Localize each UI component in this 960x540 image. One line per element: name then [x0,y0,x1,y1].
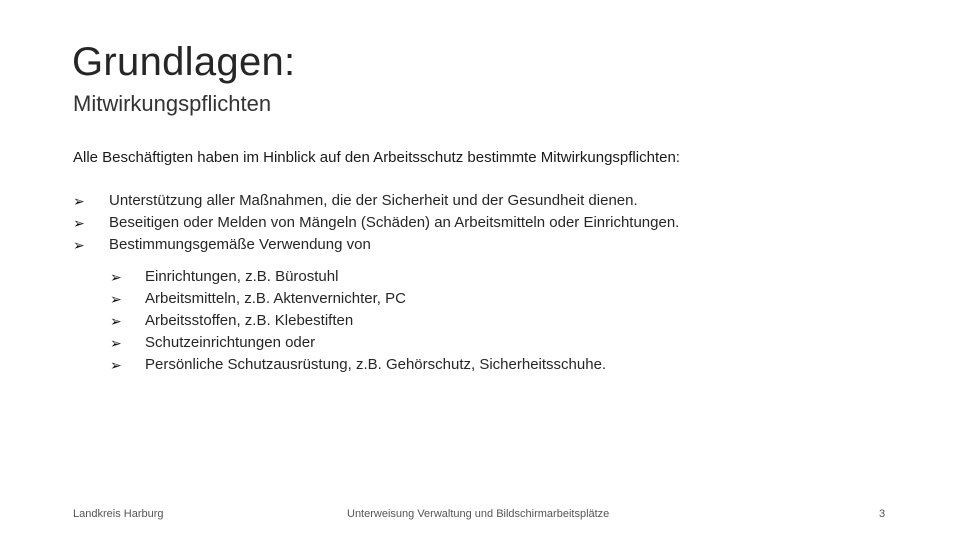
arrow-bullet-icon: ➢ [73,215,85,231]
footer-organization: Landkreis Harburg [73,508,164,520]
sublist-item-text: Arbeitsstoffen, z.B. Klebestiften [145,312,354,329]
list-item-text: Beseitigen oder Melden von Mängeln (Schäden) an Arbeitsmitteln oder Einrichtungen. [109,214,680,231]
arrow-bullet-icon: ➢ [110,313,122,329]
footer-presentation-title: Unterweisung Verwaltung und Bildschirmarbeitsplätze [347,508,610,520]
sublist-item-text: Schutzeinrichtungen oder [145,334,316,351]
arrow-bullet-icon: ➢ [73,193,85,209]
sublist-item-text: Einrichtungen, z.B. Bürostuhl [145,268,339,285]
sublist-item-text: Persönliche Schutzausrüstung, z.B. Gehörschutz, Sicherheitsschuhe. [145,356,607,373]
arrow-bullet-icon: ➢ [110,335,122,351]
page-number: 3 [879,508,886,520]
arrow-bullet-icon: ➢ [110,269,122,285]
arrow-bullet-icon: ➢ [73,237,85,253]
list-item-text: Bestimmungsgemäße Verwendung von [109,236,371,253]
intro-text: Alle Beschäftigten haben im Hinblick auf den Arbeitsschutz bestimmte Mitwirkungspflichten: [73,149,680,166]
slide-subtitle: Mitwirkungspflichten [73,91,272,116]
arrow-bullet-icon: ➢ [110,357,122,373]
arrow-bullet-icon: ➢ [110,291,122,307]
sublist-item-text: Arbeitsmitteln, z.B. Aktenvernichter, PC [145,290,406,307]
list-item-text: Unterstützung aller Maßnahmen, die der Sicherheit und der Gesundheit dienen. [109,192,638,209]
slide-title: Grundlagen: [72,40,296,84]
